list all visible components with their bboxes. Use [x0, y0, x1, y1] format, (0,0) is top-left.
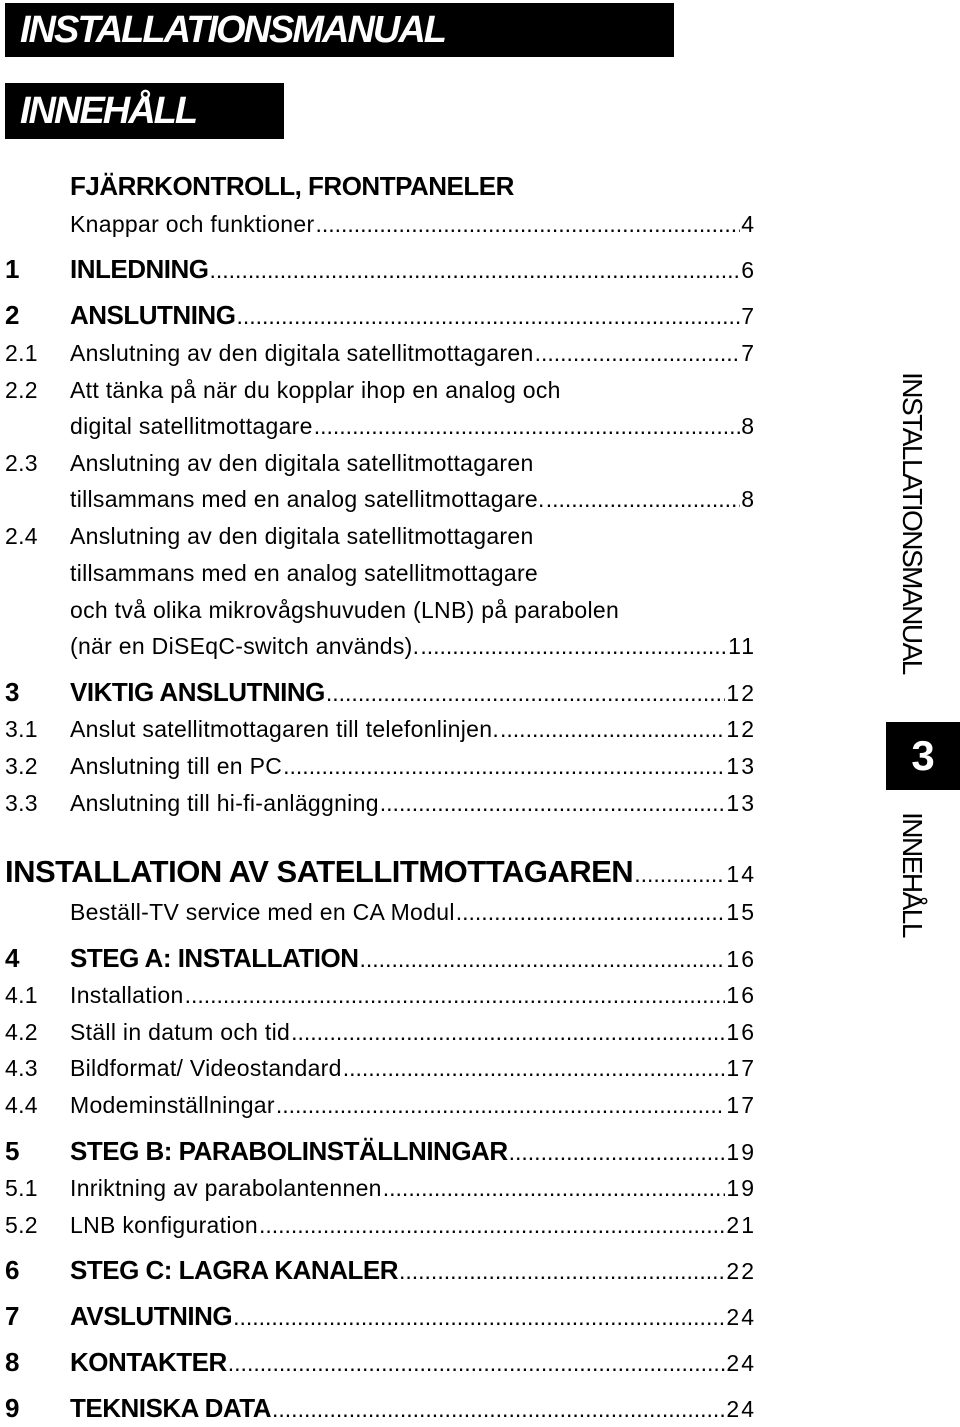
- toc-entry-page: 24: [726, 1396, 756, 1422]
- toc-entry-number: 4: [5, 943, 19, 973]
- toc-entry-title: LNB konfiguration: [70, 1212, 258, 1238]
- toc-entry-title: (när en DiSEqC-switch används).: [70, 633, 420, 659]
- toc-dot-leader: [634, 856, 725, 892]
- toc-entry-number: 2.1: [5, 340, 38, 366]
- toc-dot-leader: [343, 1050, 726, 1086]
- toc-entry[interactable]: [0, 894, 756, 930]
- section-title: INNEHÅLL: [20, 89, 197, 132]
- toc-entry-title: Beställ-TV service med en CA Modul: [70, 899, 455, 925]
- toc-entry[interactable]: [0, 206, 756, 242]
- toc-entry-title: STEG C: LAGRA KANALER: [70, 1255, 398, 1285]
- toc-entry-number: 4.1: [5, 982, 38, 1008]
- toc-entry-number: 2: [5, 300, 19, 330]
- toc-entry-number: 9: [5, 1393, 19, 1423]
- toc-dot-leader: [546, 481, 740, 517]
- toc-entry[interactable]: [0, 592, 756, 628]
- toc-entry-number: 2.4: [5, 523, 38, 549]
- toc-entry[interactable]: [0, 1344, 756, 1380]
- toc-entry[interactable]: [0, 297, 756, 333]
- toc-entry[interactable]: [0, 408, 756, 444]
- toc-dot-leader: [283, 748, 725, 784]
- toc-entry-title: Bildformat/ Videostandard: [70, 1055, 342, 1081]
- toc-entry-page: 21: [726, 1212, 756, 1238]
- toc-dot-leader: [314, 408, 740, 444]
- toc-entry[interactable]: [0, 977, 756, 1013]
- toc-entry-number: 5: [5, 1136, 19, 1166]
- toc-entry-title: Att tänka på när du kopplar ihop en analog och: [70, 377, 561, 403]
- toc-entry-page: 16: [726, 982, 756, 1008]
- toc-dot-leader: [456, 894, 726, 930]
- toc-entry-page: 8: [741, 486, 756, 512]
- toc-entry-title: och två olika mikrovågshuvuden (LNB) på parabolen: [70, 597, 620, 623]
- chapter-number-box: [886, 722, 960, 790]
- toc-entry-title: KONTAKTER: [70, 1347, 227, 1377]
- toc-entry-title: digital satellitmottagare: [70, 413, 313, 439]
- toc-entry-page: 7: [741, 340, 756, 366]
- toc-entry[interactable]: [0, 1170, 756, 1206]
- toc-dot-leader: [500, 711, 725, 747]
- toc-entry-page: 17: [726, 1092, 756, 1118]
- toc-dot-leader: [276, 1087, 726, 1123]
- toc-entry-number: 3.2: [5, 753, 38, 779]
- toc-entry-page: 6: [741, 257, 756, 283]
- toc-entry-page: 8: [741, 413, 756, 439]
- toc-entry-title: Knappar och funktioner: [70, 211, 315, 237]
- toc-dot-leader: [380, 785, 726, 821]
- toc-entry-page: 22: [726, 1258, 756, 1284]
- sidebar-manual-label: INSTALLATIONSMANUAL: [897, 372, 928, 674]
- toc-entry-page: 14: [726, 861, 756, 887]
- toc-dot-leader: [185, 977, 726, 1013]
- toc-dot-leader: [315, 206, 740, 242]
- toc-entry-number: 2.2: [5, 377, 38, 403]
- toc-entry-number: 4.2: [5, 1019, 38, 1045]
- toc-entry[interactable]: [0, 1298, 756, 1334]
- toc-entry-title: Ställ in datum och tid: [70, 1019, 291, 1045]
- toc-entry-number: 5.1: [5, 1175, 38, 1201]
- toc-entry[interactable]: [0, 251, 756, 287]
- toc-dot-leader: [291, 1014, 725, 1050]
- toc-entry[interactable]: [0, 1207, 756, 1243]
- toc-entry-title: TEKNISKA DATA: [70, 1393, 272, 1423]
- toc-entry[interactable]: [0, 711, 756, 747]
- toc-entry-title: STEG A: INSTALLATION: [70, 943, 359, 973]
- toc-entry[interactable]: [0, 372, 756, 408]
- toc-entry-page: 4: [741, 211, 756, 237]
- toc-entry[interactable]: [0, 854, 756, 890]
- toc-entry-page: 16: [726, 1019, 756, 1045]
- toc-entry-page: 7: [741, 303, 756, 329]
- toc-entry[interactable]: [0, 1050, 756, 1086]
- toc-dot-leader: [326, 675, 726, 711]
- toc-entry-number: 5.2: [5, 1212, 38, 1238]
- toc-entry-page: 24: [726, 1350, 756, 1376]
- toc-dot-leader: [509, 1134, 726, 1170]
- toc-entry[interactable]: [0, 481, 756, 517]
- toc-entry[interactable]: [0, 1014, 756, 1050]
- toc-dot-leader: [420, 628, 727, 664]
- toc-entry-page: 17: [726, 1055, 756, 1081]
- toc-entry-number: 4.4: [5, 1092, 38, 1118]
- toc-entry-title: FJÄRRKONTROLL, FRONTPANELER: [70, 171, 514, 201]
- toc-entry-page: 12: [726, 716, 756, 742]
- toc-entry[interactable]: [0, 335, 756, 371]
- toc-entry-title: Anslutning till en PC: [70, 753, 283, 779]
- toc-entry-title: INSTALLATION AV SATELLITMOTTAGAREN: [5, 854, 634, 889]
- toc-entry[interactable]: [0, 445, 756, 481]
- toc-entry[interactable]: [0, 168, 756, 204]
- toc-entry[interactable]: [0, 555, 756, 591]
- toc-dot-leader: [399, 1253, 725, 1289]
- toc-entry-page: 15: [726, 899, 756, 925]
- toc-entry-number: 3: [5, 677, 19, 707]
- toc-entry-title: Anslut satellitmottagaren till telefonlinjen.: [70, 716, 500, 742]
- toc-dot-leader: [228, 1345, 726, 1381]
- toc-entry-number: 3.3: [5, 790, 38, 816]
- toc-entry-page: 16: [726, 946, 756, 972]
- toc-entry-number: 2.3: [5, 450, 38, 476]
- toc-entry-title: Installation: [70, 982, 184, 1008]
- toc-dot-leader: [210, 252, 741, 288]
- toc-entry-title: Inriktning av parabolantennen: [70, 1175, 382, 1201]
- chapter-number: 3: [911, 732, 935, 779]
- toc-entry-number: 1: [5, 254, 19, 284]
- toc-entry-number: 8: [5, 1347, 19, 1377]
- toc-entry-title: Anslutning av den digitala satellitmottagaren: [70, 340, 534, 366]
- toc-entry-title: INLEDNING: [70, 254, 209, 284]
- toc-dot-leader: [233, 1299, 725, 1335]
- toc-entry[interactable]: [0, 628, 756, 664]
- toc-dot-leader: [535, 335, 741, 371]
- toc-entry-title: ANSLUTNING: [70, 300, 236, 330]
- toc-entry-page: 11: [728, 633, 756, 659]
- manual-title: INSTALLATIONSMANUAL: [20, 8, 445, 51]
- toc-dot-leader: [259, 1207, 725, 1243]
- toc-entry-number: 7: [5, 1301, 19, 1331]
- toc-entry-title: tillsammans med en analog satellitmottagare.: [70, 486, 545, 512]
- toc-dot-leader: [383, 1170, 726, 1206]
- toc-entry-number: 3.1: [5, 716, 38, 742]
- toc-entry-title: STEG B: PARABOLINSTÄLLNINGAR: [70, 1136, 508, 1166]
- toc-entry-title: tillsammans med en analog satellitmottagare: [70, 560, 539, 586]
- toc-entry-number: 4.3: [5, 1055, 38, 1081]
- toc-entry[interactable]: [0, 1133, 756, 1169]
- toc-entry-title: Modeminställningar: [70, 1092, 275, 1118]
- sidebar-section-label: INNEHÅLL: [897, 812, 928, 937]
- toc-entry[interactable]: [0, 1252, 756, 1288]
- toc-dot-leader: [236, 298, 740, 334]
- toc-entry-page: 24: [726, 1304, 756, 1330]
- toc-entry-title: Anslutning till hi-fi-anläggning: [70, 790, 379, 816]
- toc-entry-page: 13: [726, 790, 756, 816]
- toc-entry[interactable]: [0, 1087, 756, 1123]
- toc-entry[interactable]: [0, 940, 756, 976]
- toc-entry-title: AVSLUTNING: [70, 1301, 233, 1331]
- toc-entry-title: Anslutning av den digitala satellitmottagaren: [70, 450, 534, 476]
- toc-entry-page: 12: [726, 680, 756, 706]
- toc-entry[interactable]: [0, 785, 756, 821]
- toc-entry[interactable]: [0, 674, 756, 710]
- toc-entry-title: Anslutning av den digitala satellitmottagaren: [70, 523, 534, 549]
- toc-entry-page: 13: [726, 753, 756, 779]
- toc-entry-title: VIKTIG ANSLUTNING: [70, 677, 325, 707]
- toc-entry-page: 19: [726, 1139, 756, 1165]
- toc-entry-page: 19: [726, 1175, 756, 1201]
- toc-entry-number: 6: [5, 1255, 19, 1285]
- toc-entry[interactable]: [0, 748, 756, 784]
- toc-entry[interactable]: [0, 518, 756, 554]
- toc-dot-leader: [272, 1391, 725, 1427]
- toc-dot-leader: [360, 941, 726, 977]
